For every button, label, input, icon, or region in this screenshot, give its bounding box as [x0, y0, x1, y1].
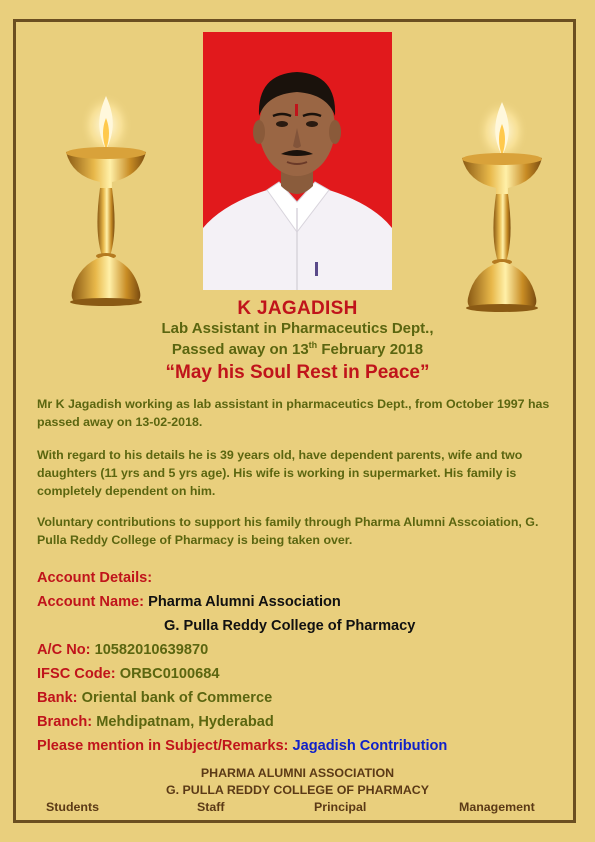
oil-lamp-left-icon — [58, 92, 154, 306]
person-silhouette-icon — [203, 32, 392, 290]
paragraph-service: Mr K Jagadish working as lab assistant in pharmaceutics Dept., from October 1997 has passed away on 13-02-2018. — [37, 397, 550, 429]
remarks-label: Please mention in Subject/Remarks: — [37, 738, 289, 754]
signatory-staff: Staff — [197, 800, 225, 814]
remarks-row — [37, 738, 447, 754]
account-name-value-line2: G. Pulla Reddy College of Pharmacy — [164, 618, 416, 634]
signatory-principal: Principal — [314, 800, 367, 814]
paragraph-family: With regard to his details he is 39 years old, have dependent parents, wife and two daughters (11 yrs and 5 yrs age). His wife is working in supermarket. His family is completely dependent on him. — [37, 448, 523, 498]
branch-value: Mehdipatnam, Hyderabad — [96, 714, 274, 730]
ifsc-value: ORBC0100684 — [119, 666, 220, 682]
signatory-management: Management — [459, 800, 535, 814]
person-name: K JAGADISH — [237, 298, 358, 319]
account-name-label: Account Name: — [37, 594, 145, 610]
account-number-row — [37, 642, 208, 658]
passed-away-date: Passed away on 13th February 2018 — [171, 340, 424, 358]
bank-value: Oriental bank of Commerce — [81, 690, 273, 706]
footer-college: G. PULLA REDDY COLLEGE OF PHARMACY — [166, 783, 429, 797]
account-number-value: 10582010639870 — [94, 642, 209, 658]
account-name-value: Pharma Alumni Association — [148, 594, 341, 610]
footer-association: PHARMA ALUMNI ASSOCIATION — [200, 766, 395, 780]
branch-label: Branch: — [37, 714, 93, 730]
ifsc-row — [37, 666, 220, 682]
portrait-photo — [203, 32, 392, 290]
account-number-label: A/C No: — [37, 642, 91, 658]
account-details-heading: Account Details: — [37, 570, 153, 586]
ifsc-label: IFSC Code: — [37, 666, 116, 682]
remarks-value: Jagadish Contribution — [292, 738, 448, 754]
person-role: Lab Assistant in Pharmaceutics Dept., — [161, 320, 434, 337]
paragraph-contributions: Voluntary contributions to support his family through Pharma Alumni Asscoiation, G. Pulla Reddy College of Pharmacy is being taken over. — [37, 515, 539, 547]
account-name-row — [37, 594, 341, 610]
bank-row — [37, 690, 272, 706]
rest-in-peace-text: “May his Soul Rest in Peace” — [165, 362, 430, 383]
oil-lamp-right-icon — [454, 98, 550, 312]
branch-row — [37, 714, 274, 730]
bank-label: Bank: — [37, 690, 78, 706]
signatory-students: Students — [46, 800, 100, 814]
